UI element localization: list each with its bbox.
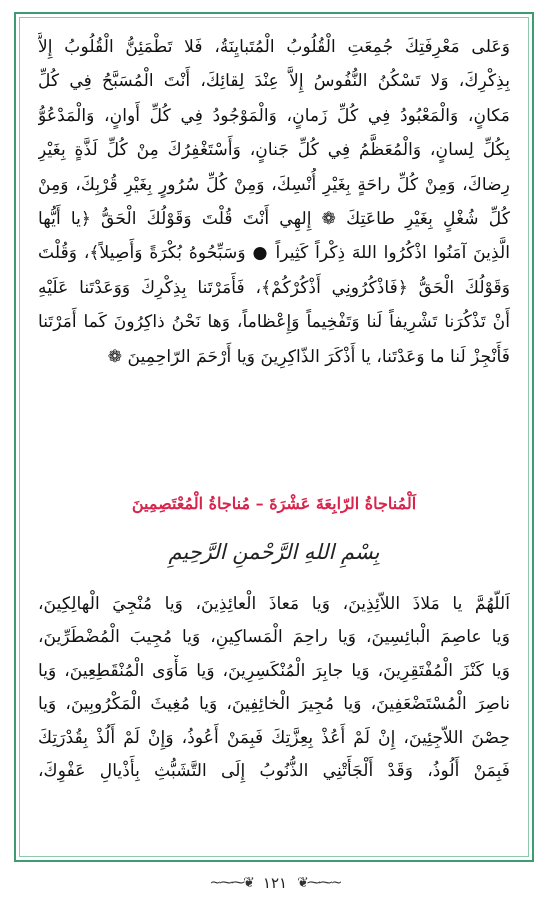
section-heading: اَلْمُناجاةُ الرّابِعَةَ عَشْرَةَ – مُناجاةُ الْمُعْتَصِمِينَ: [131, 494, 417, 513]
text-line: الَّذِينَ آمَنُوا اذْكُرُوا اللهَ ذِكْراً كَثِيراً ● وَسَبِّحُوهُ بُكْرَةً وَأَصِيلاً﴾، وَقُلْتَ: [38, 243, 510, 264]
ornament-left-icon: ~⁓⁓❦: [209, 875, 253, 891]
text-line: اَللّهُمَّ يا مَلاذَ اللاّئِذِينَ، وَيا مَعاذَ الْعائِذِينَ، وَيا مُنْجِيَ الْهالِكِينَ،: [38, 594, 510, 614]
text-line: وَقَوْلُكَ الْحَقُّ ﴿فَاذْكُرُونِي أَذْكُرْكُمْ﴾، فَأَمَرْتَنا بِذِكْرِكَ وَوَعَدْتَنا عَلَيْهِ: [38, 277, 510, 298]
text-line: مَكانٍ، وَالْمَعْبُودُ فِي كُلِّ زَمانٍ، وَالْمَوْجُودُ فِي كُلِّ أَوانٍ، وَالْمَدْعُوُّ: [38, 105, 510, 126]
page-frame: [14, 12, 534, 862]
text-line: وَعَلى مَعْرِفَتِكَ جُمِعَتِ الْقُلُوبُ الْمُتَبايِنَةُ، فَلا تَطْمَئِنُّ الْقُلُوبُ إِلاَّ: [38, 37, 510, 57]
text-line: ناصِرَ الْمُسْتَضْعَفِينَ، وَيا مُجِيرَ الْخائِفِينَ، وَيا مُغِيثَ الْمَكْرُوبِينَ، وَيا: [38, 694, 510, 715]
text-line: فَبِمَنْ أَلُوذُ، وَقَدْ أَلْجَأَتْنِي الذُّنُوبُ إِلَى التَّشَبُّثِ بِأَذْيالِ عَفْوِكَ،: [38, 761, 510, 782]
page-footer: [0, 870, 550, 896]
text-line: بِذِكْرِكَ، وَلا تَسْكُنُ النُّفُوسُ إِلاَّ عِنْدَ لِقائِكَ، أَنْتَ الْمُسَبَّحُ فِي كُلِّ: [38, 71, 510, 92]
supplication-text-part-2: [38, 588, 510, 788]
text-line: كُلِّ شُغْلٍ بِغَيْرِ طاعَتِكَ ❁ إِلهِي أَنْتَ قُلْتَ وَقَوْلُكَ الْحَقُّ ﴿يا أَيُّها: [38, 209, 510, 230]
text-line: رِضاكَ، وَمِنْ كُلِّ راحَةٍ بِغَيْرِ أُنْسِكَ، وَمِنْ كُلِّ سُرُورٍ بِغَيْرِ قُرْبِكَ، وَمِنْ: [38, 174, 510, 195]
ornament-right-icon: ❦⁓⁓~: [297, 875, 341, 891]
text-line: وَيا عاصِمَ الْبائِسِينَ، وَيا راحِمَ الْمَساكِينِ، وَيا مُجِيبَ الْمُضْطَرِّينَ،: [38, 627, 510, 648]
bismillah-calligraphy: بِسْمِ اللهِ الرَّحْمنِ الرَّحِيمِ: [168, 540, 380, 564]
text-line: فَأَنْجِزْ لَنا ما وَعَدْتَنا، يا أَذْكَرَ الذّاكِرِينَ وَيا أَرْحَمَ الرّاحِمِينَ ❁: [107, 346, 510, 367]
supplication-text-part-1: [38, 30, 510, 374]
text-line: أَنْ تَذْكُرَنا تَشْرِيفاً لَنا وَتَفْخِيماً وَإِعْظاماً، وَها نَحْنُ ذاكِرُونَ كَما أَمَرْتَنا: [38, 312, 510, 333]
text-line: حِصْنَ اللاّجِئِينَ، إِنْ لَمْ أَعُذْ بِعِزَّتِكَ فَبِمَنْ أَعُوذُ، وَإِنْ لَمْ أَلُذْ بِقُدْرَتِكَ: [38, 727, 510, 748]
page-number: ١٢١: [262, 874, 288, 892]
text-line: بِكُلِّ لِسانٍ، وَالْمُعَظَّمُ فِي كُلِّ جَنانٍ، وَأَسْتَغْفِرُكَ مِنْ كُلِّ لَذَّةٍ بِغَيْرِ: [38, 140, 510, 161]
text-line: وَيا كَنْزَ الْمُفْتَقِرِينَ، وَيا جابِرَ الْمُنْكَسِرِينَ، وَيا مَأْوَى الْمُنْقَطِعِينَ، وَيا: [38, 660, 510, 681]
